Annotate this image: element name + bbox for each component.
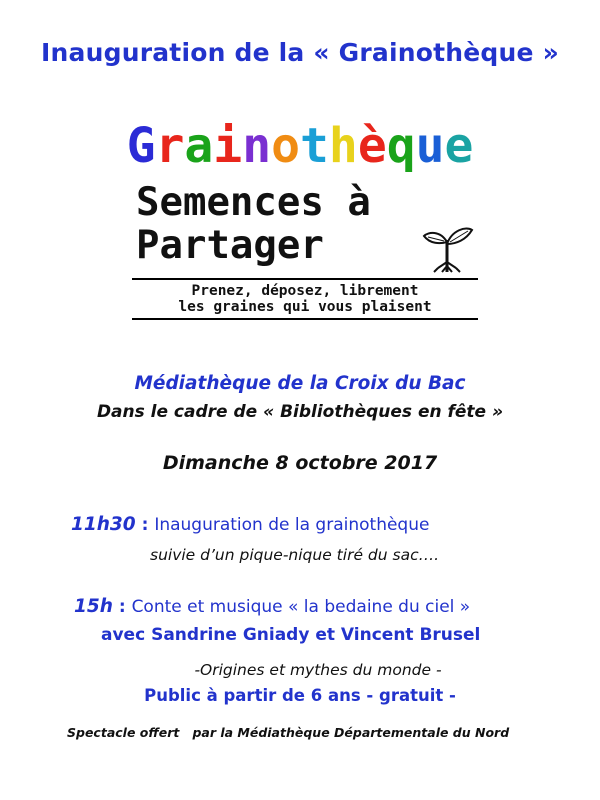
- venue: Médiathèque de la Croix du Bac: [134, 373, 466, 394]
- origins-note: -Origines et mythes du monde -: [194, 661, 442, 679]
- logo-letter: h: [328, 118, 358, 174]
- event-1-time: 11h30: [71, 514, 136, 535]
- logo-line-1: Semences à: [136, 180, 371, 225]
- logo-letter: i: [213, 118, 243, 174]
- event-2-sub: avec Sandrine Gniady et Vincent Brusel: [101, 625, 481, 645]
- logo-line-2: Partager: [136, 223, 324, 268]
- event-frame: Dans le cadre de « Bibliothèques en fête »: [96, 402, 504, 422]
- logo-letter: a: [184, 118, 214, 174]
- logo-letter: o: [271, 118, 300, 174]
- logo-letter: u: [415, 118, 445, 174]
- logo-letter: t: [300, 118, 329, 174]
- event-1-sep: :: [135, 515, 155, 535]
- audience-note: Public à partir de 6 ans - gratuit -: [144, 686, 456, 705]
- logo-letter: q: [386, 118, 416, 174]
- seedling-icon: [420, 222, 474, 274]
- divider-bottom: [132, 318, 478, 320]
- logo-tagline-1: Prenez, déposez, librement: [191, 283, 419, 299]
- event-1-sub: suivie d’un pique-nique tiré du sac….: [150, 546, 440, 564]
- event-2-time: 15h: [74, 596, 113, 617]
- page-title: Inauguration de la « Grainothèque »: [41, 38, 559, 67]
- logo-tagline-2: les graines qui vous plaisent: [178, 299, 432, 315]
- grainotheque-logo: [0, 118, 600, 174]
- sponsor-note: Spectacle offert par la Médiathèque Départementale du Nord: [67, 725, 510, 740]
- logo-letter: r: [155, 118, 185, 174]
- logo-letter: è: [357, 118, 387, 174]
- logo-letter: e: [444, 118, 474, 174]
- event-2: [74, 596, 470, 617]
- logo-letter: G: [126, 118, 156, 174]
- logo-letter: n: [242, 118, 272, 174]
- divider-top: [132, 278, 478, 280]
- event-1: [71, 514, 429, 535]
- event-1-label: Inauguration de la grainothèque: [154, 515, 430, 535]
- event-2-label: Conte et musique « la bedaine du ciel »: [131, 597, 471, 617]
- event-2-sep: :: [112, 597, 132, 617]
- event-date: Dimanche 8 octobre 2017: [162, 452, 438, 474]
